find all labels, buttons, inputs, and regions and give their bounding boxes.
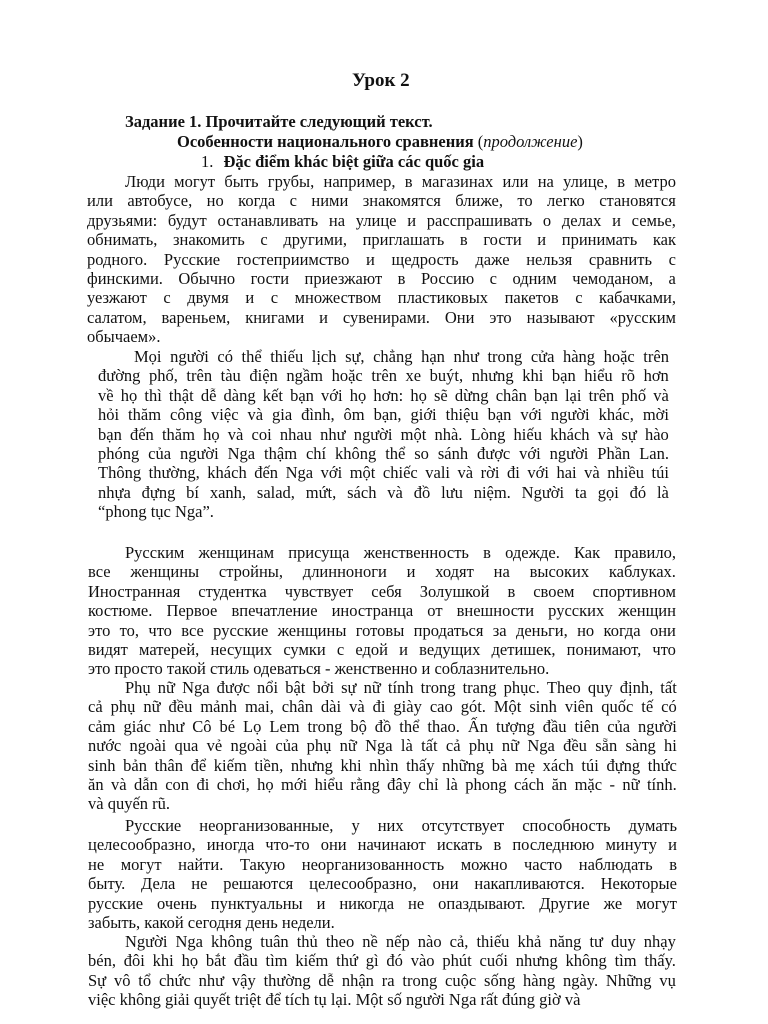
- text-line: nhựa đựng bí xanh, salad, mứt, sách và đồ lưu niệm. Người ta gọi đó là: [98, 482, 669, 502]
- text-line: это то, что все русские женщины готовы продаться за деньги, но когда они: [88, 620, 676, 640]
- text-line: обычаем».: [87, 327, 161, 347]
- subtitle-paren-close: ): [577, 132, 583, 151]
- text-line: về họ thì thật dễ dàng kết bạn với họ hơn: họ sẽ dừng chân bạn lại trên phố và: [98, 385, 669, 405]
- text-line: целесообразно, иногда что-то они начинают искать в последнюю минуту и: [88, 835, 677, 855]
- text-line: bạn đến thăm họ và coi nhau như người một nhà. Lòng hiếu khách và sự hào: [98, 424, 669, 444]
- text-line: Thông thường, khách đến Nga với một chiếc vali và rời đi với hai và nhiều túi: [98, 463, 669, 483]
- text-line: cả phụ nữ đều mảnh mai, chân dài và đi giày cao gót. Một sinh viên quốc tế có: [88, 697, 677, 717]
- text-line: все женщины стройны, длинноноги и ходят на высоких каблуках.: [88, 562, 676, 582]
- text-line: Русским женщинам присуща женственность в одежде. Как правило,: [125, 543, 676, 562]
- text-line: не могут найти. Такую неорганизованность можно часто наблюдать в: [88, 854, 677, 874]
- text-line: ăn và dẫn con đi chơi, họ mới hiểu rằng đây chỉ là phong cách ăn mặc - nữ tính.: [88, 775, 677, 794]
- section-heading: Đặc điểm khác biệt giữa các quốc gia: [223, 152, 485, 171]
- section-number: 1.: [201, 152, 214, 171]
- text-line: đường phố, trên tàu điện ngầm hoặc trên xe buýt, nhưng khi bạn hiểu rõ hơn: [98, 366, 669, 386]
- subtitle-continuation: продолжение: [483, 132, 578, 151]
- text-line: финскими. Обычно гости приезжают в Россию с одним чемоданом, а: [87, 269, 676, 288]
- task-heading: Задание 1. Прочитайте следующий текст.: [125, 112, 433, 131]
- text-line: друзьями: будут останавливать на улице и расспрашивать о делах и семье,: [87, 210, 676, 230]
- text-line: hỏi thăm công việc và gia đình, ôm bạn, giới thiệu bạn với người khác, mời: [98, 405, 669, 425]
- subtitle: [177, 132, 583, 151]
- text-line: Люди могут быть грубы, например, в магазинах или на улице, в метро: [125, 172, 676, 191]
- text-line: или автобусе, но когда с ними знакомятся ближе, то легко становятся: [87, 191, 676, 211]
- text-line: nước ngoài qua vẻ ngoài của phụ nữ Nga là tất cả phụ nữ Nga đều sẵn sàng hi: [88, 736, 677, 756]
- text-line: Иностранная студентка чувствует себя Золушкой в своем спортивном: [88, 581, 676, 601]
- text-line: Sự vô tổ chức như vậy thường dễ nhận ra trong cuộc sống hàng ngày. Những vụ: [88, 970, 676, 990]
- text-line: это просто такой стиль одеваться - женственно и соблазнительно.: [88, 659, 550, 679]
- text-line: видят матерей, несущих сумки с едой и ведущих детишек, понимают, что: [88, 640, 676, 659]
- text-line: và quyến rũ.: [88, 794, 171, 814]
- text-line: Phụ nữ Nga được nổi bật bởi sự nữ tính trong trang phục. Theo quy định, tất: [125, 678, 677, 697]
- text-line: обнимать, знакомить с другими, приглашать в гости и принимать как: [87, 230, 676, 250]
- section-heading-line: [201, 152, 484, 171]
- text-line: cảm giác như Cô bé Lọ Lem trong bộ đồ thể thao. Ấn tượng đầu tiên của người: [88, 716, 677, 736]
- text-line: родного. Русские гостеприимство и щедрость даже нельзя сравнить с: [87, 249, 676, 269]
- text-line: русские очень пунктуальны и никогда не опаздывают. Другие же могут: [88, 893, 677, 913]
- text-line: Người Nga không tuân thủ theo nề nếp nào cả, thiếu khả năng tư duy nhạy: [125, 932, 676, 951]
- subtitle-paren-open: (: [473, 132, 484, 151]
- text-line: быту. Дела не решаются целесообразно, они накапливаются. Некоторые: [88, 874, 677, 894]
- text-line: салатом, вареньем, книгами и сувенирами. Они это называют «русским: [87, 307, 676, 327]
- subtitle-main: Особенности национального сравнения: [177, 132, 474, 151]
- text-line: bén, đôi khi họ bắt đầu tìm kiếm thứ gì đó vào phút cuối nhưng không tìm thấy.: [88, 951, 676, 971]
- text-line: “phong tục Nga”.: [98, 502, 214, 522]
- text-line: phóng của người Nga thậm chí không thể so sánh được với người Phần Lan.: [98, 444, 669, 463]
- text-line: Mọi người có thể thiếu lịch sự, chẳng hạn như trong cửa hàng hoặc trên: [134, 347, 669, 366]
- text-line: костюме. Первое впечатление иностранца от внешности русских женщин: [88, 601, 676, 621]
- text-line: việc không giải quyết triệt để tích tụ lại. Một số người Nga rất đúng giờ và: [88, 990, 581, 1010]
- text-line: забыть, какой сегодня день недели.: [88, 913, 335, 932]
- text-line: sinh bản thân để kiếm tiền, nhưng khi nhìn thấy những bà mẹ xách túi đựng thức: [88, 755, 677, 775]
- text-line: уезжают с двумя и с множеством пластиковых пакетов с кабачками,: [87, 288, 676, 308]
- text-line: Русские неорганизованные, у них отсутствует способность думать: [125, 816, 677, 835]
- lesson-title: Урок 2: [352, 70, 410, 91]
